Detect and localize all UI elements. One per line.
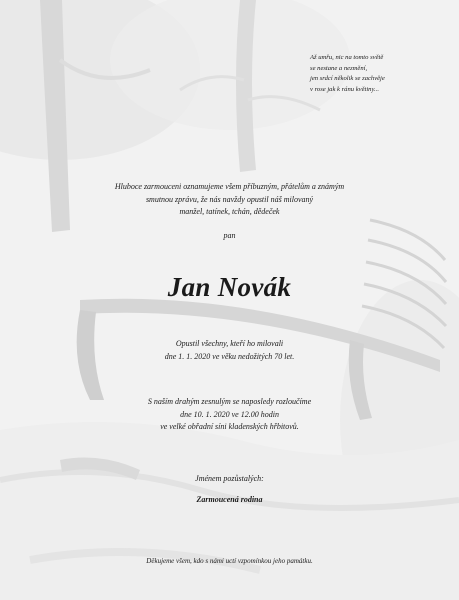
intro-line: Hluboce zarmouceni oznamujeme všem příbuzným, přátelům a známým	[114, 182, 345, 191]
death-notice-line: dne 1. 1. 2020 ve věku nedožitých 70 let.	[164, 351, 295, 361]
intro-line: smutnou zprávu, že nás navždy opustil náš milovaný	[145, 194, 314, 204]
poem-line: Až umřu, nic na tomto světě	[310, 54, 384, 61]
poem-line: jen srdcí několik se zachvěje	[310, 75, 385, 82]
honorific: pan	[223, 231, 236, 240]
funeral-line: S naším drahým zesnulým se naposledy rozloučíme	[147, 397, 312, 406]
death-notice	[0, 338, 459, 363]
death-notice-line: Opustil všechny, kteří ho milovali	[175, 339, 284, 348]
announcement-intro	[0, 181, 459, 219]
deceased-name: Jan Novák	[167, 272, 292, 302]
poem-line: v rose jak k ránu květiny...	[310, 85, 379, 93]
funeral-line: ve velké obřadní síni kladenských hřbitovů.	[160, 422, 299, 432]
poem-line: se nestane a nezmění,	[310, 64, 368, 72]
thanks-note: Děkujeme všem, kdo s námi uctí vzpomínkou jeho památku.	[146, 557, 313, 565]
bereaved-label: Jménem pozůstalých:	[195, 474, 264, 483]
funeral-details	[0, 396, 459, 434]
funeral-line: dne 10. 1. 2020 ve 12.00 hodin	[180, 409, 279, 419]
bereaved-family: Zarmoucená rodina	[196, 495, 263, 504]
intro-line: manžel, tatínek, tchán, dědeček	[179, 207, 280, 217]
memorial-poem	[310, 53, 450, 95]
